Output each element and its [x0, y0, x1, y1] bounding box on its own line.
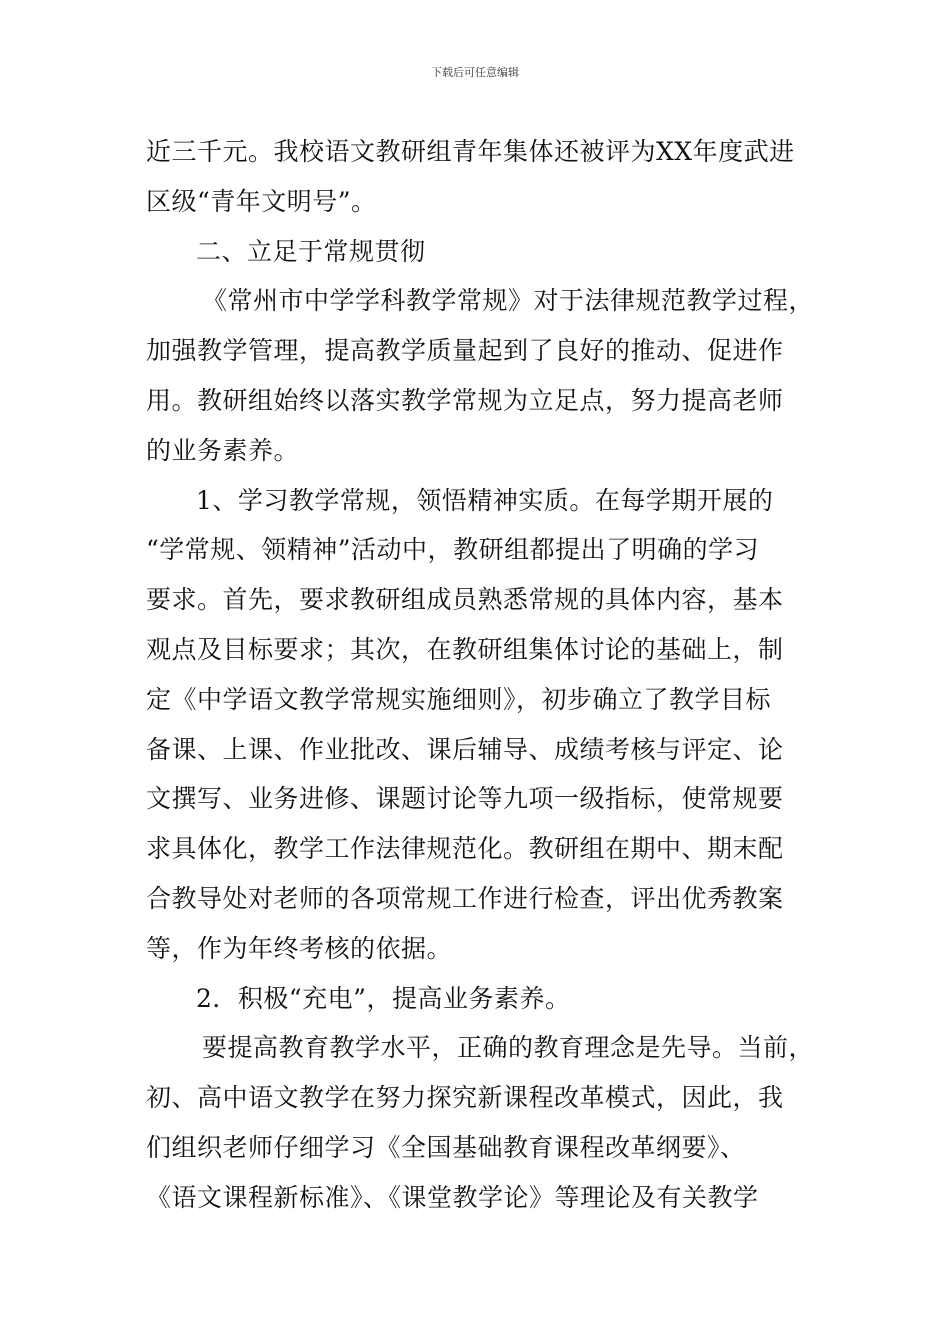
- text-line: 近三千元。我校语文教研组青年集体还被评为XX年度武进: [146, 137, 795, 166]
- text-line: 备课、上课、作业批改、课后辅导、成绩考核与评定、论: [146, 734, 784, 764]
- text-line: 的业务素养。: [146, 435, 300, 465]
- text-line: 文撰写、业务进修、课题讨论等九项一级指标，使常规要: [146, 784, 784, 814]
- text-line: 加强教学管理，提高教学质量起到了良好的推动、促进作: [146, 336, 784, 366]
- subsection-heading: 2．积极“充电”，提高业务素养。: [196, 983, 571, 1013]
- text-line: 们组织老师仔细学习《全国基础教育课程改革纲要》、: [146, 1132, 746, 1162]
- text-line: 《语文课程新标准》、《课堂教学论》等理论及有关教学: [146, 1182, 759, 1212]
- text-line: 区级“青年文明号”。: [146, 186, 377, 216]
- text-line: 定《中学语文教学常规实施细则》，初步确立了教学目标: [146, 684, 772, 714]
- document-body: [146, 127, 826, 1223]
- text-line: 求具体化，教学工作法律规范化。教研组在期中、期末配: [146, 834, 784, 864]
- text-line: 观点及目标要求；其次，在教研组集体讨论的基础上，制: [146, 634, 784, 664]
- text-line: “学常规、领精神”活动中，教研组都提出了明确的学习: [146, 535, 760, 565]
- text-line: 用。教研组始终以落实教学常规为立足点，努力提高老师: [146, 385, 784, 415]
- text-line: 《常州市中学学科教学常规》对于法律规范教学过程，: [202, 286, 815, 316]
- text-line: 初、高中语文教学在努力探究新课程改革模式，因此，我: [146, 1083, 784, 1113]
- text-line: 要提高教育教学水平，正确的教育理念是先导。当前，: [202, 1033, 815, 1063]
- text-line: 合教导处对老师的各项常规工作进行检查，评出优秀教案: [146, 883, 784, 913]
- text-line: 1、学习教学常规，领悟精神实质。在每学期开展的: [196, 485, 774, 515]
- page-header-note: 下载后可任意编辑: [431, 66, 519, 79]
- text-line: 等，作为年终考核的依据。: [146, 933, 453, 963]
- text-line: 要求。首先，要求教研组成员熟悉常规的具体内容，基本: [146, 585, 784, 615]
- section-heading: 二、立足于常规贯彻: [196, 236, 426, 266]
